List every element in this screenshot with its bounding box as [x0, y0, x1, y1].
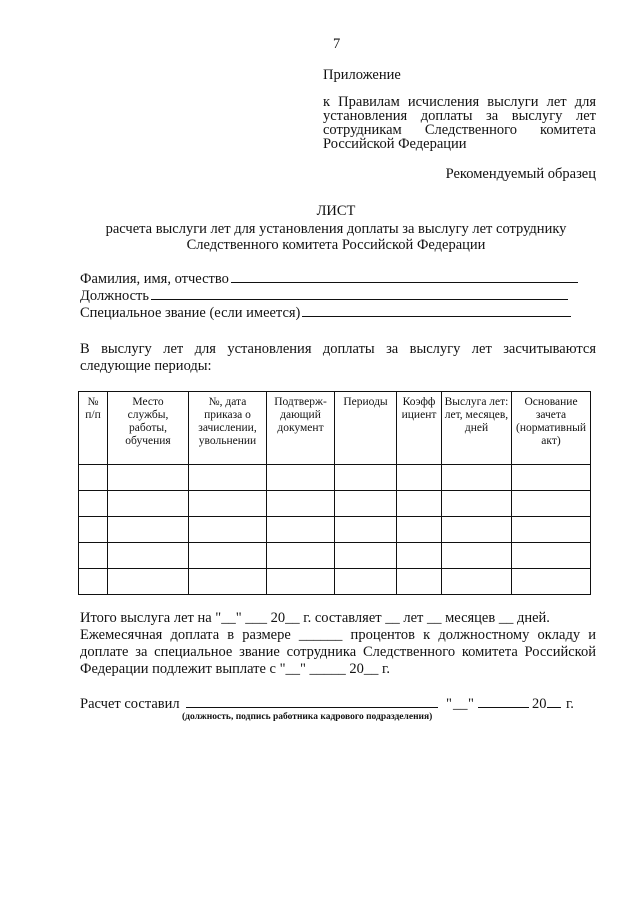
- date-close-quote: ": [468, 696, 474, 712]
- table-cell[interactable]: [189, 517, 267, 543]
- column-header-line: приказа о: [204, 409, 251, 421]
- table-cell[interactable]: [189, 569, 267, 595]
- column-header-line: дней: [464, 422, 489, 434]
- appendix-line: установления доплаты за выслугу лет: [323, 108, 596, 124]
- date-year-prefix: 20: [532, 696, 547, 712]
- appendix-line: к Правилам исчисления выслуги лет для: [323, 94, 596, 110]
- table-cell[interactable]: [79, 491, 108, 517]
- column-header: [512, 392, 591, 465]
- table-cell[interactable]: [189, 465, 267, 491]
- date-open-quote: ": [446, 696, 452, 712]
- table-cell[interactable]: [397, 491, 442, 517]
- column-header: [335, 392, 397, 465]
- table-cell[interactable]: [335, 569, 397, 595]
- table-cell[interactable]: [189, 543, 267, 569]
- appendix-line: сотрудникам Следственного комитета: [323, 122, 596, 138]
- signature-line[interactable]: [186, 707, 438, 708]
- full-name-line[interactable]: [231, 270, 578, 283]
- position-label: Должность: [80, 288, 149, 304]
- table-cell[interactable]: [108, 465, 189, 491]
- table-cell[interactable]: [267, 517, 335, 543]
- page-number: 7: [333, 36, 341, 52]
- table-cell[interactable]: [512, 543, 591, 569]
- column-header-line: дающий: [280, 409, 321, 421]
- signature-note: (должность, подпись работника кадрового подразделения): [182, 712, 433, 722]
- column-header-line: зачислении,: [198, 422, 257, 434]
- table-cell[interactable]: [512, 491, 591, 517]
- payment-line-1: Ежемесячная доплата в размере ______ процентов к должностному окладу и: [80, 627, 596, 643]
- intro-line-1: В выслугу лет для установления доплаты за выслугу лет засчитываются: [80, 341, 596, 357]
- table-row: [79, 543, 591, 569]
- table-row: [79, 465, 591, 491]
- column-header-line: Место: [132, 396, 164, 408]
- rank-row: [80, 304, 571, 321]
- full-name-label: Фамилия, имя, отчество: [80, 271, 229, 287]
- appendix-block: [323, 94, 596, 150]
- table-row: [79, 491, 591, 517]
- periods-table: [78, 391, 591, 595]
- column-header-line: №, дата: [208, 396, 247, 408]
- column-header: [108, 392, 189, 465]
- table-cell[interactable]: [512, 465, 591, 491]
- table-cell[interactable]: [335, 491, 397, 517]
- column-header-line: работы,: [129, 422, 167, 434]
- table-cell[interactable]: [267, 543, 335, 569]
- column-header-line: №: [87, 396, 99, 408]
- table-cell[interactable]: [397, 569, 442, 595]
- table-cell[interactable]: [108, 517, 189, 543]
- doc-subtitle-2: Следственного комитета Российской Федерации: [186, 237, 486, 253]
- full-name-row: [80, 270, 578, 287]
- table-cell[interactable]: [267, 491, 335, 517]
- column-header-line: документ: [277, 422, 324, 434]
- column-header: [442, 392, 512, 465]
- personal-fields: [80, 270, 580, 321]
- column-header-line: лет, месяцев,: [444, 409, 509, 421]
- table-cell[interactable]: [397, 517, 442, 543]
- position-row: [80, 287, 568, 304]
- table-cell[interactable]: [397, 465, 442, 491]
- column-header-line: акт): [541, 435, 561, 447]
- payment-line-2: доплате за специальное звание сотрудника Следственного комитета Российской: [80, 644, 596, 660]
- table-cell[interactable]: [335, 517, 397, 543]
- table-cell[interactable]: [512, 569, 591, 595]
- table-cell[interactable]: [189, 491, 267, 517]
- table-cell[interactable]: [442, 517, 512, 543]
- total-line: Итого выслуга лет на "__" ___ 20__ г. составляет __ лет __ месяцев __ дней.: [80, 610, 550, 626]
- column-header: [79, 392, 108, 465]
- appendix-title: Приложение: [323, 67, 401, 83]
- column-header-line: зачета: [535, 409, 567, 421]
- table-body: [79, 465, 591, 595]
- intro-line-2: следующие периоды:: [80, 358, 212, 374]
- table-cell[interactable]: [79, 517, 108, 543]
- column-header-line: Периоды: [343, 396, 388, 408]
- payment-line-3: Федерации подлежит выплате с "__" _____ 20__ г.: [80, 661, 390, 677]
- column-header-line: (нормативный: [516, 422, 586, 434]
- doc-title: ЛИСТ: [316, 203, 356, 219]
- table-cell[interactable]: [108, 491, 189, 517]
- table-cell[interactable]: [79, 465, 108, 491]
- appendix-line: Российской Федерации: [323, 136, 467, 152]
- table-cell[interactable]: [267, 569, 335, 595]
- table-cell[interactable]: [267, 465, 335, 491]
- table-header-row: [79, 392, 591, 465]
- table-cell[interactable]: [442, 543, 512, 569]
- date-year-line[interactable]: [547, 707, 561, 708]
- table-cell[interactable]: [442, 491, 512, 517]
- table-row: [79, 569, 591, 595]
- column-header-line: службы,: [127, 409, 169, 421]
- column-header: [397, 392, 442, 465]
- column-header-line: п/п: [85, 409, 101, 421]
- date-year-suffix: г.: [566, 696, 574, 712]
- column-header: [189, 392, 267, 465]
- table-cell[interactable]: [442, 465, 512, 491]
- column-header-line: Выслуга лет:: [444, 396, 509, 408]
- table-row: [79, 517, 591, 543]
- column-header-line: Коэфф: [402, 396, 436, 408]
- column-header-line: Основание: [524, 396, 578, 408]
- position-line[interactable]: [151, 287, 568, 300]
- column-header: [267, 392, 335, 465]
- table-cell[interactable]: [108, 543, 189, 569]
- table-cell[interactable]: [108, 569, 189, 595]
- column-header-line: Подтверж-: [274, 396, 327, 408]
- table-cell[interactable]: [335, 543, 397, 569]
- signature-label: Расчет составил: [80, 696, 180, 712]
- table-cell[interactable]: [79, 569, 108, 595]
- sample-label: Рекомендуемый образец: [445, 166, 596, 182]
- date-month-line[interactable]: [478, 707, 529, 708]
- column-header-line: увольнении: [198, 435, 257, 447]
- doc-subtitle-1: расчета выслуги лет для установления доплаты за выслугу лет сотруднику: [105, 221, 567, 237]
- table-cell[interactable]: [335, 465, 397, 491]
- date-day-blank[interactable]: __: [453, 696, 468, 712]
- table-cell[interactable]: [442, 569, 512, 595]
- column-header-line: обучения: [125, 435, 171, 447]
- table-cell[interactable]: [397, 543, 442, 569]
- rank-label: Специальное звание (если имеется): [80, 305, 301, 321]
- table-cell[interactable]: [79, 543, 108, 569]
- rank-line[interactable]: [302, 304, 571, 317]
- column-header-line: ициент: [401, 409, 437, 421]
- table-cell[interactable]: [512, 517, 591, 543]
